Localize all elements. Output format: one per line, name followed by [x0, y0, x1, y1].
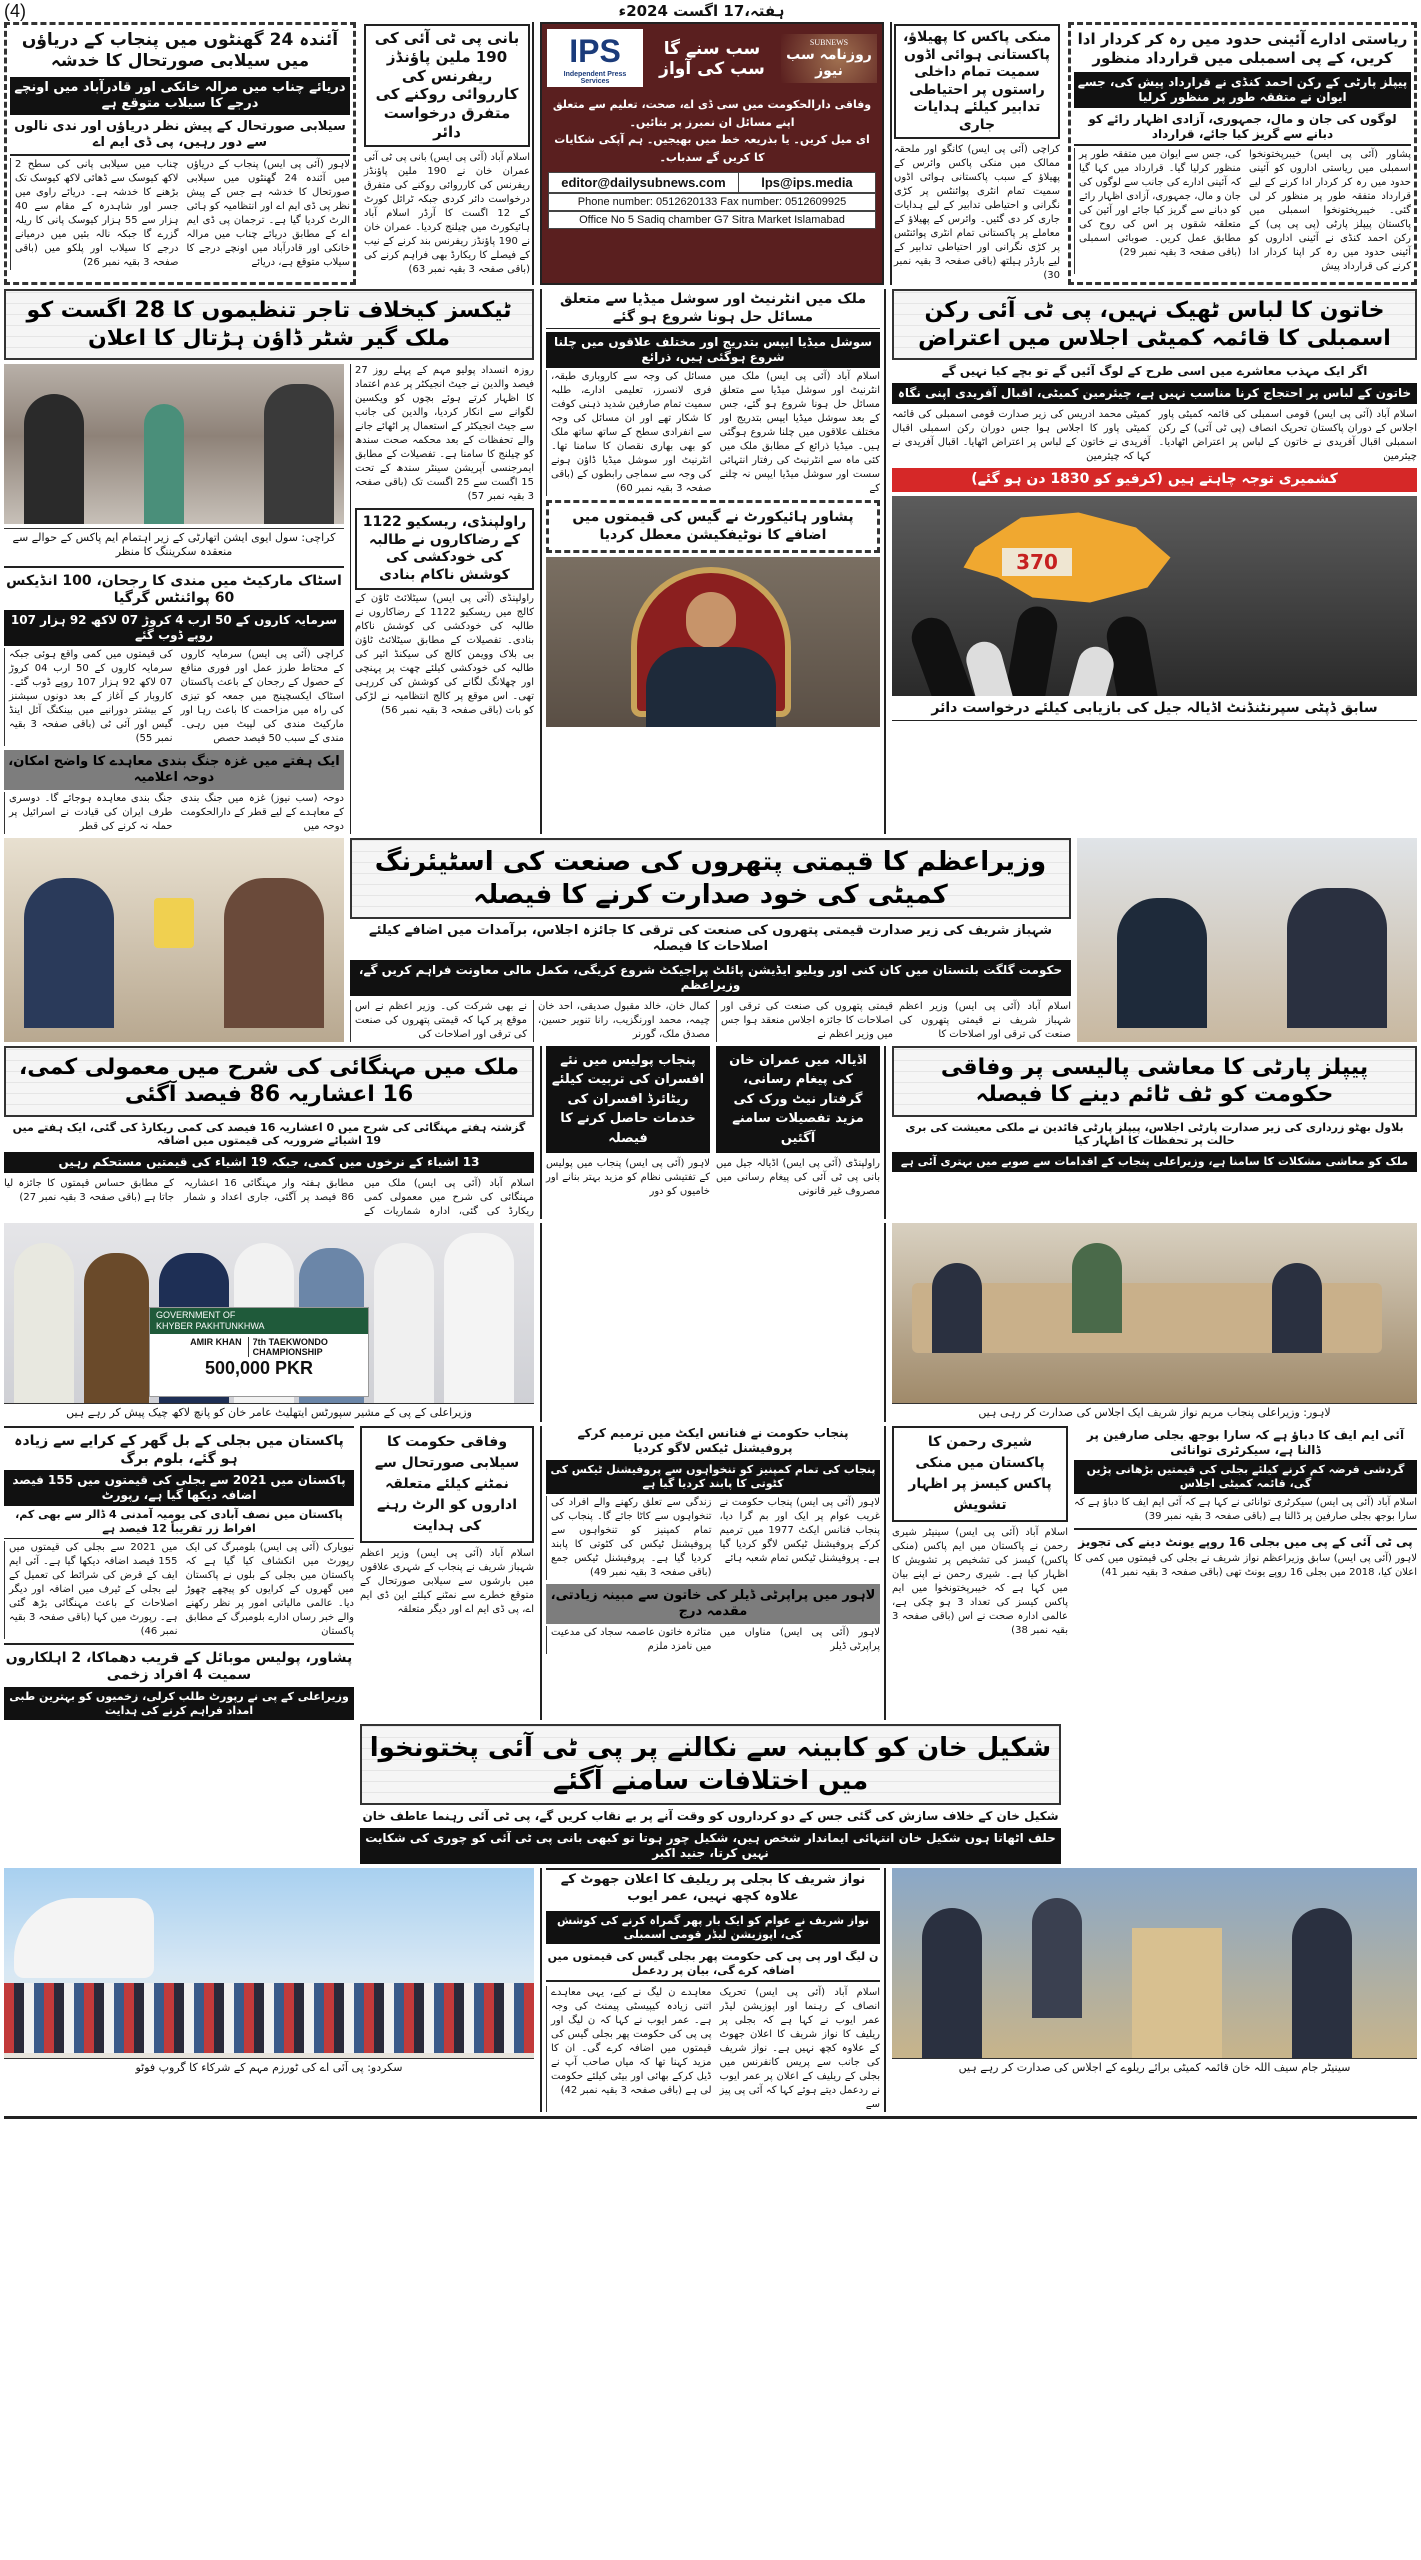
subheadline: خاتون کے لباس پر احتجاج کرنا مناسب نہیں ہے، چیئرمین کمیٹی، اقبال آفریدی اپنی نگاہ [892, 383, 1417, 404]
story-body: لاہور (آئی پی ایس) پنجاب میں پولیس کے تفتیشی نظام کو مزید بہتر بنانے اور خامیوں کو دور [546, 1158, 710, 1198]
story-body: اسلام آباد (آئی پی ایس) قومی اسمبلی کی قائمہ کمیٹی پاور اجلاس کے دوران پاکستان تحریک انصاف (پی ٹی آئی) کے رکن اسمبلی اقبال آفریدی نے خاتون کے لباس پر اعتراض اٹھادیا۔ چیئرمین [1158, 409, 1417, 462]
story-body: معاہدے ن لیگ نے کیے، یہی معاہدے اتنی زیادہ کیپیسٹی پیمنٹ کی وجہ ہے۔ عمر ایوب نے کہا کہ ن لیگ اور پی پی کی حکومت پھر بجلی گیس کی قیمتوں میں اضافہ کرے گی۔ ان کا مزید کہنا تھا کہ میاں صاحب آپ نے ڈیل کرکے بھائی اور بیٹی کیلئے حکومت لی ہے (باقی صفحہ 3 بقیہ نمبر 42) [546, 1986, 712, 2112]
story-body: کمال خان، خالد مقبول صدیقی، احد خان چیمہ، محمد اورنگزیب، رانا تنویر حسین، مصدق ملک، گورنر [533, 1000, 710, 1042]
article-370-sign: 370 [1002, 548, 1072, 576]
story-body: راولپنڈی (آئی پی ایس) اڈیالہ جیل میں بانی پی ٹی آئی کی پیغام رسانی میں مصروف غیر قانونی [716, 1158, 880, 1198]
story-body: میں 2021 سے بجلی کی قیمتوں میں 155 فیصد اضافہ دیکھا گیا ہے۔ آئی ایم ایف کے قرض کی شرائط کی تعمیل کے لیے بجلی کے ٹیرف میں اضافہ اور دیگر اصلاحات کے باعث مہنگائی بڑھ گئی ہے۔ رپورٹ میں کہا (باقی صفحہ 3 بقیہ نمبر 46) [4, 1541, 178, 1639]
headline: پشاور ہائیکورٹ نے گیس کی قیمتوں میں اضافے کا نوٹیفکیشن معطل کردیا [572, 509, 854, 543]
subheadline: حکومت گلگت بلتستان میں کان کنی اور ویلیو ایڈیشن پائلٹ پراجیکٹ شروع کریگی، مکمل مالی معاونت فراہم کریں گے، وزیراعظم [350, 960, 1071, 996]
headline-dress-objection: خاتون کا لباس ٹھیک نہیں، پی ٹی آئی رکن اسمبلی کا قائمہ کمیٹی اجلاس میں اعتراض [892, 289, 1417, 360]
headline: پشاور، پولیس موبائل کے قریب دھماکا، 2 اہلکاروں سمیت 4 افراد زخمی [5, 1649, 353, 1684]
notice-line-2: ای میل کریں۔ یا بذریعہ خط میں بھیجیں۔ ہم آپکی شکایات کا کریں گے سدباب۔ [554, 133, 870, 164]
subheadline: حلف اٹھاتا ہوں شکیل خان انتہائی ایماندار شخص ہیں، شکیل چور ہوتا تو کبھی بانی پی ٹی آئی کو چوری کی شکایت نہیں کرتا، جنید اکبر [360, 1828, 1061, 1864]
photo-railways-committee [892, 1868, 1417, 2058]
story-body: نیویارک (آئی پی ایس) بلومبرگ کی ایک رپورٹ میں انکشاف کیا گیا ہے کہ پاکستان میں بجلی کے بلوں نے پاکستان میں گھروں کے کرایوں کو پیچھے چھوڑ دیا۔ عالمی مالیاتی امور پر نظر رکھنے والے خبر رساں ادارے بلومبرگ کے مطابق پاکستان [185, 1541, 354, 1637]
story-body: راولپنڈی (آئی پی ایس) سیٹلائٹ ٹاؤن کے کالج میں ریسکیو 1122 کے رضاکاروں نے طالبہ کی خودکشی کی کوشش ناکام بنادی۔ تفصیلات کے مطابق سیٹلائٹ ٹاؤن بی بلاک وویمن کالج کی سیکنڈ ائیر کی طالبہ کی خودکشی کیلئے چھت پر پہنچی اور چھلانگ لگانے کی کوشش کی کررہی تھی۔ اس موقع پر کالج انتظامیہ نے لڑکی کو بات (باقی صفحہ 3 بقیہ نمبر 56) [355, 593, 534, 716]
story-property-dealer [546, 1584, 880, 1655]
subheadline: شکیل خان کے خلاف سازش کی گئی جس کے دو کرداروں کو وقت آنے پر بے نقاب کریں گے، پی ٹی آئی رہنما عاطف خان [362, 1809, 1059, 1824]
headline: پی ٹی آئی کے پی میں بجلی 16 روپے یونٹ دینے کی تجویز [1078, 1534, 1413, 1549]
story-body: اسلام آباد (آئی پی ایس) سینیٹر شیری رحمن نے پاکستان میں ایم پاکس (منکی پاکس) کیسز کی تشخیص پر تشویش کا اظہار کیا ہے۔ شیری رحمن نے اپنے بیان میں کہا ہے کہ خیبرپختونخوا میں ایم پاکس کیسز کی تعداد 3 ہو چکی ہے، عالمی ادارہ صحت نے اس (باقی صفحہ 3 بقیہ نمبر 38) [892, 1527, 1068, 1637]
story-flood [4, 22, 356, 285]
story-body: اسلام آباد (آئی پی ایس) بانی پی ٹی آئی عمران خان نے 190 ملین پاؤنڈز ریفرنس کی کارروائی روکنے کی متفرق درخواست دائر کردی جبکہ ٹرائل کورٹ کے 12 اگست کا آرڈر اسلام آباد ہائیکورٹ میں چیلنج کردیا۔ عمران خان نے 190 پاؤنڈز ریفرنس بند کرنے کے نیب کے فیصلے کا ریکارڈ بھی فراہم کرنے کی (باقی صفحہ 3 بقیہ نمبر 63) [363, 151, 530, 275]
headline: ملک میں انٹرنیٹ اور سوشل میڈیا سے متعلق مسائل حل ہونا شروع ہو گئے [546, 289, 880, 329]
page-bottom-rule [4, 2116, 1417, 2119]
photo-caption: وزیراعلی کے پی کے مشیر سپورٹس ایتھلیٹ عامر خان کو پانچ لاکھ چیک پیش کر رہے ہیں [4, 1403, 534, 1422]
story-internet [546, 289, 880, 496]
ips-name: Independent Press Services [563, 71, 627, 85]
story-body: مسائل کی وجہ سے کاروباری طبقہ، فری لانسرز، تعلیمی ادارے، طلبہ سمیت تمام صارفین شدید ذہنی کوفت کا شکار تھے اور ان مسائل کی وجہ سے انفرادی سطح کے ساتھ ساتھ ملک کو بھی بھاری نقصان کا سامنا تھا۔ انٹرنیٹ اور سوشل میڈیا ڈاؤن ہونے کی وجہ سے سماجی رابطوں کے (باقی صفحہ 3 بقیہ نمبر 60) [546, 370, 712, 496]
subheadline: پنجاب کی تمام کمپنیز کو تنخواہوں سے پروفیشنل ٹیکس کی کٹوتی کا پابند کردیا گیا ہے [546, 1460, 880, 1494]
photo-taekwondo-cheque [4, 1223, 534, 1403]
story-punjab-police [540, 1046, 710, 1220]
story-gaza [4, 750, 344, 835]
kashmir-image [892, 496, 1417, 696]
story-peshawar-blast [4, 1643, 354, 1721]
story-rescue-1122 [355, 508, 534, 718]
story-electricity [4, 1426, 354, 1639]
story-body: پشاور (آئی پی ایس) خیبرپختونخوا اسمبلی میں ریاستی اداروں کو آئینی حدود میں رہ کر کردار ادا کرنے کے لیے قرارداد متفقہ طور پر منظور کر لی گئی۔ خیبرپختونخوا اسمبلی میں پاکستان پیپلز پارٹی (پی پی پی) کے رکن احمد کنڈی نے آئینی اداروں کو آئینی حدود میں رہ کر اپنا کردار ادا کرنے کی قرارداد پیش [1249, 148, 1411, 272]
photo-caption: لاہور: وزیراعلی پنجاب مریم نواز شریف ایک اجلاس کی صدارت کر رہی ہیں [892, 1403, 1417, 1422]
headline: نواز شریف کا بجلی پر ریلیف کا اعلان جھوٹ کے علاوہ کچھ نہیں، عمر ایوب [546, 1868, 880, 1907]
headline-pm-stones: وزیراعظم کا قیمتی پتھروں کی صنعت کی اسٹیئرنگ کمیٹی کی خود صدارت کرنے کا فیصلہ [350, 838, 1071, 919]
headline: اڈیالہ میں عمران خان کی پیغام رسانی، گرفتار نیٹ ورک کی مزید تفصیلات سامنے آگئیں [716, 1046, 880, 1154]
story-nawaz-relief [540, 1868, 886, 2112]
story-pti-kpk [1074, 1528, 1417, 1580]
story-body: کمیٹی محمد ادریس کی زیر صدارت قومی اسمبلی کی قائمہ کمیٹی پاور کا اجلاس ہوا جس دوران رکن اسمبلی اقبال آفریدی نے خاتون کے لباس پر اعتراض اٹھایا۔ اقبال آفریدی نے کہا کہ چیئرمین [892, 409, 1151, 462]
ips-logo [547, 29, 643, 87]
headline-inflation: ملک میں مہنگائی کی شرح میں معمولی کمی، 16 اعشاریہ 86 فیصد آگئی [4, 1046, 534, 1117]
brand-logo: روزنامہ سب نیوز [786, 46, 872, 79]
story-vaccine-body: روزہ انسداد پولیو مہم کے پہلے روز 27 فیصد والدین نے جیٹ انجیکٹر پر عدم اعتماد کا اظہار کرتے ہوئے بچوں کو ویکسین لگوانے سے انکار کردیا، والدین کی جانب سے جیٹ انجیکٹر کے استعمال پر اٹھائے جانے والے تحفظات کے بعد محکمہ صحت سندھ کو چیلنج کا سامنا ہے۔ تفصیلات کے مطابق ایمرجنسی آپریشن سینٹر سندھ کے تحت 15 اگست سے 25 اگست تک (باقی صفحہ 3 بقیہ نمبر 57) [355, 365, 534, 502]
subheadline: پاکستان میں نصف آبادی کی یومیہ آمدنی 4 ڈالر سے بھی کم، افراط زر تقریباً 12 فیصد ہے [4, 1506, 354, 1539]
subheadline: دریائے چناب میں مرالہ خانکی اور قادرآباد میں اونچے درجے کا سیلاب متوقع ہے [10, 77, 350, 116]
story-body: لاہور (آئی پی ایس) پنجاب حکومت نے غریب عوام پر ایک اور بم گرا دیا، پنجاب فنانس ایکٹ 1977 میں ترمیم کرکے پروفیشنل ٹیکس لاگو کردیا گیا ہے۔ پروفیشنل ٹیکس تمام شعبہ ہائے [719, 1496, 880, 1564]
headline: لاہور میں پراپرٹی ڈیلر کی خاتون سے مبینہ زیادتی، مقدمہ درج [546, 1584, 880, 1625]
slogan-line-1: سب سنے گا [663, 38, 761, 59]
story-body: اسلام آباد (آئی پی ایس) تحریک انصاف کے رہنما اور اپوزیشن لیڈر عمر ایوب نے کہا ہے کہ بجلی پر ریلیف کا نواز شریف کا اعلان جھوٹ کے علاوہ کچھ نہیں ہے۔ نواز شریف کی جانب سے پریس کانفرنس میں بجلی کے ریلیف کے اعلان پر عمر ایوب نے ردعمل دیتے ہوئے کہا کہ آئی پی پیز سے [719, 1986, 880, 2110]
headline: بانی پی ٹی آئی کی 190 ملین پاؤنڈز ریفرنس کی کارروائی روکنے کی متفرق درخواست دائر [364, 24, 530, 147]
headline: آئندہ 24 گھنٹوں میں پنجاب کے دریاؤں میں سیلابی صورتحال کا خدشہ [21, 30, 339, 72]
story-body: کراچی (آئی پی ایس) سرمایہ کاروں کے محتاط طرز عمل اور فوری منافع کے حصول کے رجحان کے باعث پاکستان اسٹاک ایکسچینج میں جمعہ کو تیزی کی راہ میں مزاحمت کا باعث رہا اور مارکیٹ مندی کی لپیٹ میں رہی۔ مندی کے سبب 50 فیصد حصص [180, 648, 344, 744]
subheadline: ملک کو معاشی مشکلات کا سامنا ہے، وزیراعلی پنجاب کے اقدامات سے صوبے میں بہتری آئی ہے [892, 1152, 1417, 1172]
headline: پنجاب حکومت نے فنانس ایکٹ میں ترمیم کرکے پروفیشنل ٹیکس لاگو کردیا [577, 1426, 849, 1456]
story-body: جنگ بندی معاہدہ ہوجائے گا۔ دوسری طرف ایران کی قیادت نے اسرائیل پر حملہ نہ کرنے کی قطر [4, 792, 173, 834]
masthead [540, 22, 884, 285]
subheadline: اگر ایک مہذب معاشرے میں اسی طرح کے لوگ آئیں گے تو بچے کیا نہیں گے [941, 364, 1368, 378]
board-line-1: GOVERNMENT OF [156, 1310, 236, 1321]
event-line-1: 7th TAEKWONDO [252, 1336, 328, 1347]
headline: آئی ایم ایف کا دباؤ ہے کہ سارا بوجھ بجلی صارفین پر ڈالنا ہے، سیکرٹری توانائی [1086, 1428, 1405, 1458]
headline: وفاقی حکومت کا سیلابی صورتحال سے نمٹنے کیلئے متعلقہ اداروں کو الرٹ رہنے کی ہدایت [360, 1426, 534, 1543]
story-body: لاہور (آئی پی ایس) سابق وزیراعظم نواز شریف نے بجلی کی قیمتوں میں کمی کا اعلان کیا، 2018 میں بجلی 16 روپے یونٹ تھی (باقی صفحہ 3 بقیہ نمبر 41) [1074, 1552, 1417, 1578]
story-body: لاہور (آئی پی ایس) مناواں میں پراپرٹی ڈیلر [719, 1627, 880, 1653]
board-line-2: KHYBER PAKHTUNKHWA [156, 1320, 265, 1331]
subheadline: نواز شریف نے عوام کو ایک بار پھر گمراہ کرنے کی کوشش کی، اپوزیشن لیڈر قومی اسمبلی [546, 1911, 880, 1945]
cheque-amount: 500,000 PKR [204, 1358, 314, 1379]
story-body: کی، جس سے ایوان میں متفقہ طور پر منظور کرلیا گیا۔ قرارداد میں کہا گیا کہ آئینی ادارے کی جانب سے لوگوں کی جان و مال، جمہوری، آزادی اظہار رائے کو دبانے سے گریز کیا جائے اور آئین کی متعلقہ شقوں پر اس کی روح کی مطابق عمل کریں۔ صوبائی اسمبلی (باقی صفحہ 3 بقیہ نمبر 29) [1074, 148, 1241, 274]
email-link[interactable]: lps@ips.media [761, 175, 853, 191]
slogan-line-2: سب کی آواز [659, 58, 765, 79]
subheadline: گردشی قرضہ کم کرنے کیلئے بجلی کی قیمتیں بڑھانی پڑیں گی، قائمہ کمیٹی اجلاس [1074, 1460, 1417, 1494]
headline: منکی پاکس کا پھیلاؤ، پاکستانی ہوائی اڈوں سمیت تمام داخلی راستوں پر احتیاطی تدابیر کیلئے ہدایات جاری [894, 24, 1060, 139]
page-header [4, 0, 1417, 22]
story-mpox [890, 22, 1062, 285]
story-body: متاثرہ خاتون عاصمہ سجاد کی مدعیت میں نامزد ملزم [546, 1626, 712, 1654]
subheadline: سرمایہ کاروں کے 50 ارب 4 کروڑ 07 لاکھ 92 ہزار 107 روپے ڈوب گئے [4, 610, 344, 646]
ips-logo-text: IPS [569, 33, 621, 69]
story-professional-tax [546, 1460, 880, 1580]
story-body: اسلام آباد (آئی پی ایس) ملک میں انٹرنیٹ اور سوشل میڈیا سے متعلق مسائل حل ہونا شروع ہو گئے، جس کے بعد سوشل میڈیا ایپس بتدریج اور مختلف علاقوں میں چلنا شروع ہوگئی ہیں۔ میڈیا ذرائع کے مطابق ملک میں کئی ماہ سے انٹرنیٹ کی رفتار انتہائی سست اور سوشل میڈیا ایپس نہ چلنے کے [719, 371, 880, 494]
photo-caption: کراچی: سول ایوی ایشن اتھارٹی کے زیر اہتمام ایم پاکس کے حوالے سے منعقدہ سکریننگ کا منظر [4, 528, 344, 562]
story-body: لاہور (آئی پی ایس) پنجاب کے دریاؤں میں آئندہ 24 گھنٹوں میں سیلابی صورتحال کا خدشہ ہے جس کے پیش نظر پی ڈی ایم اے اور انتظامیہ کو ہائی الرٹ کردیا گیا ہے۔ ترجمان پی ڈی ایم اے کے مطابق دریائے چناب میں مرالہ خانکی اور قادرآباد میں اونچے درجے کا سیلاب متوقع ہے، دریائے [186, 158, 351, 268]
headline: پاکستان میں بجلی کے بل گھر کے کرایے سے زیادہ ہو گئے، بلوم برگ [14, 1433, 344, 1467]
story-adiala [716, 1046, 886, 1220]
story-sherry-rehman [892, 1426, 1068, 1720]
photo-skardu-group [4, 1868, 534, 2058]
story-body: اسلام آباد (آئی پی ایس) وزیر اعظم شہباز شریف نے پنجاب کے شہری علاقوں میں بارشوں سے سیلابی صورتحال کے متوقع خطرے سے نمٹنے کیلئے این ڈی ایم اے، پی ڈی ایم اے اور دیگر متعلقہ [360, 1548, 534, 1616]
brand-small: SUBNEWS [809, 37, 849, 47]
subheadline: لوگوں کی جان و مال، جمہوری، آزادی اظہار رائے کو دبانے سے گریز کیا جائے، قرارداد [1074, 110, 1411, 146]
headline: ایک ہفتے میں غزہ جنگ بندی معاہدے کا واضح امکان، دوحہ اعلامیہ [4, 750, 344, 791]
headline: اسٹاک مارکیٹ میں مندی کا رجحان، 100 انڈیکس 60 پوائنٹس گرگیا [6, 572, 342, 607]
photo-caption: سکردو: پی آئی اے کی ٹورزم مہم کے شرکاء کا گروپ فوٹو [4, 2058, 534, 2077]
page-number: (4) [4, 0, 26, 21]
headline: شیری رحمن کا پاکستان میں منکی پاکس کیسز پر اظہار تشویش [892, 1426, 1068, 1522]
subheadline: وزیراعلی کے پی نے رپورٹ طلب کرلی، زخمیوں کو بہترین طبی امداد فراہم کرنے کی ہدایت [4, 1687, 354, 1721]
email-link[interactable]: editor@dailysubnews.com [549, 173, 739, 192]
story-190-million [362, 22, 534, 285]
photo-press-conference [546, 557, 880, 727]
headline-adiala-deputy: سابق ڈپٹی سپرنٹنڈنٹ اڈیالہ جیل کی بازیابی کیلئے درخواست دائر [892, 700, 1417, 722]
subheadline: سیلابی صورتحال کے پیش نظر دریاؤں اور ندی نالوں سے دور رہیں، پی ڈی ایم اے [10, 117, 350, 156]
subheadline: گزشتہ ہفتے مہنگائی کی شرح میں 0 اعشاریہ 16 فیصد کی کمی ریکارڈ کی گئی، ایک ہفتے میں 19 اشیائے ضروریہ کی قیمتوں میں اضافہ [12, 1120, 526, 1148]
headline-shakeel-khan: شکیل خان کو کابینہ سے نکالنے پر پی ٹی آئی پختونخوا میں اختلافات سامنے آگئے [360, 1724, 1061, 1805]
subheadline: بلاول بھٹو زرداری کی زیر صدارت پارٹی اجلاس، پیپلز پارٹی قائدین نے ملکی معیشت کی بری حالت پر تحفظات کا اظہار کیا [905, 1120, 1404, 1148]
story-body: اسلام آباد (آئی پی ایس) ملک میں مہنگائی کی شرح میں معمولی کمی ریکارڈ کی گئی، ادارہ شماریات کے مطابق ہفتہ وار مہنگائی 16 اعشاریہ 86 فیصد پر آگئی، جاری اعداد و شمار کے مطابق حساس قیمتوں کا جائزہ لیا جاتا ہے (باقی صفحہ 3 بقیہ نمبر 27) [4, 1178, 534, 1218]
subheadline: پاکستان میں 2021 سے بجلی کی قیمتوں میں 155 فیصد اضافہ دیکھا گیا ہے، رپورٹ [4, 1470, 354, 1506]
subheadline: سوشل میڈیا ایپس بتدریج اور مختلف علاقوں میں چلنا شروع ہوگئی ہیں، ذرائع [546, 332, 880, 368]
office-address: Office No 5 Sadiq chamber G7 Sitra Market Islamabad [548, 211, 876, 229]
cheque-board [149, 1307, 369, 1397]
story-body: کراچی (آئی پی ایس) کانگو اور ملحقہ ممالک میں منکی پاکس وائرس کے پھیلاؤ کے سبب پاکستانی ہوائی اڈوں سمیت تمام انٹری پوائنٹس پر کڑی نگرانی و احتیاطی تدابیر کے لیے ہدایات جاری کر دی گئیں۔ وائرس کے پھیلاؤ کے معاملے پر پاکستانی تمام انٹری پوائنٹس پر کڑی نگرانی اور احتیاطی تدابیر کے لیے بارڈر ہیلتھ (باقی صفحہ 3 بقیہ نمبر 30) [894, 144, 1060, 281]
kashmir-banner: کشمیری توجہ چاہتے ہیں (کرفیو کو 1830 دن ہو گئے) [892, 468, 1417, 492]
story-imf [1074, 1426, 1417, 1524]
notice-line-1: وفاقی دارالحکومت میں سی ڈی اے، صحت، تعلیم سے متعلق اپنے مسائل ان نمبرز پر بتائیں۔ [552, 98, 872, 129]
story-body: کی قیمتوں میں کمی واقع ہوئی جبکہ سرمایہ کاروں کے 50 ارب 04 کروڑ 07 لاکھ 92 ہزار 107 روپے ڈوب گئے۔ کاروبار کے آغاز کے بعد دونوں سیشنز کے بیشتر دورانیے میں بینکنگ آئل اینڈ گیس اور آئی ٹی (باقی صفحہ 3 بقیہ نمبر 55) [4, 648, 173, 746]
headline: پنجاب پولیس میں نئے افسران کی تربیت کیلئے ریٹائرڈ افسران کی خدمات حاصل کرنے کا فیصلہ [546, 1046, 710, 1154]
story-stock [4, 566, 344, 746]
dateline: ہفتہ،17 اگست 2024ء [618, 2, 785, 20]
photo-caption: سینیٹر جام سیف اللہ خان قائمہ کمیٹی برائے ریلوے کے اجلاس کی صدارت کر رہے ہیں [892, 2058, 1417, 2077]
athlete-name: AMIR KHAN [190, 1336, 242, 1347]
headline: راولپنڈی، ریسکیو 1122 کے رضاکاروں نے طالبہ کی خودکشی کی کوشش ناکام بنادی [355, 508, 534, 590]
headline-traders-strike: ٹیکسز کیخلاف تاجر تنظیموں کا 28 اگست کو ملک گیر شٹر ڈاؤن ہڑتال کا اعلان [4, 289, 534, 360]
story-flood-alert [360, 1426, 534, 1720]
photo-karachi-screening [4, 364, 344, 524]
story-body: اسلام آباد (آئی پی ایس) سیکرٹری توانائی نے کہا ہے کہ آئی ایم ایف کا دباؤ ہے کہ سارا بوجھ بجلی صارفین پر ڈالنا ہے (باقی صفحہ 3 بقیہ نمبر 39) [1074, 1496, 1417, 1522]
event-line-2: CHAMPIONSHIP [252, 1347, 323, 1358]
headline: ریاستی ادارے آئینی حدود میں رہ کر کردار ادا کریں، کے پی اسمبلی میں قرارداد منظور [1077, 30, 1408, 67]
story-body: نے بھی شرکت کی۔ وزیر اعظم نے اس موقع پر کہا کہ قیمتی پتھروں کی صنعت کی ترقی اور اصلاحات کی [350, 1000, 527, 1042]
photo-meeting-left [4, 838, 344, 1042]
phone-fax: Phone number: 0512620133 Fax number: 0512609925 [548, 193, 876, 211]
story-body: اسلام آباد (آئی پی ایس) وزیر اعظم شہباز شریف نے قیمتی پتھروں کی صنعت کی ترقی اور اصلاحات کا [899, 1000, 1071, 1040]
subheadline: شہباز شریف کی زیر صدارت قیمتی پتھروں کی صنعت کی ترقی کا جائزہ اجلاس، برآمدات میں اضافے کیلئے اصلاحات کا فیصلہ [368, 923, 1053, 955]
story-body: چناب میں سیلابی پانی کی سطح 2 لاکھ کیوسک سے ڈھائی لاکھ کیوسک تک بڑھنے کا خدشہ ہے۔ دریائے راوی میں جسر اور شاہدرہ کے مقام سے 40 ہزار سے 55 ہزار کیوسک پانی کا ریلہ گزرے گا جبکہ نالہ بئیں میں درمیانے درجے کا سیلاب اور پلکو میں (باقی صفحہ 3 بقیہ نمبر 26) [10, 158, 179, 270]
headline-ppp-policy: پیپلز پارٹی کا معاشی پالیسی پر وفاقی حکومت کو ٹف ٹائم دینے کا فیصلہ [892, 1046, 1417, 1117]
photo-punjab-meeting [892, 1223, 1417, 1403]
story-body: زندگی سے تعلق رکھنے والے افراد کی تنخواہوں سے کاٹا جائے گا۔ پنجاب کی تمام کمپنیز کو تنخواہوں سے پروفیشنل ٹیکس کی کٹوتی کا پابند کردیا گیا ہے۔ پروفیشنل ٹیکس جمع (باقی صفحہ 3 بقیہ نمبر 49) [546, 1496, 712, 1580]
story-gas-prices [546, 500, 880, 553]
photo-meeting-right [1077, 838, 1417, 1042]
story-body: دوحہ (سب نیوز) غزہ میں جنگ بندی کے معاہدے کے لیے قطر کے دارالحکومت دوحہ میں [180, 793, 344, 833]
story-kp-resolution [1068, 22, 1417, 285]
subheadline: پیپلز پارٹی کے رکن احمد کنڈی نے قرارداد پیش کی، جسے ایوان نے متفقہ طور پر منظور کرلیا [1074, 72, 1411, 108]
story-body: قیمتی پتھروں کی صنعت کی ترقی اور اصلاحات کا جائزہ اجلاس منعقد ہوا جس میں وزیر اعظم نے [716, 1000, 893, 1042]
subheadline: ن لیگ اور پی پی کی حکومت پھر بجلی گیس کی قیمتوں میں اضافہ کرے گی، بیان پر ردعمل [546, 1948, 880, 1982]
subheadline: 13 اشیاء کے نرخوں میں کمی، جبکہ 19 اشیاء کی قیمتیں مستحکم رہیں [4, 1152, 534, 1173]
